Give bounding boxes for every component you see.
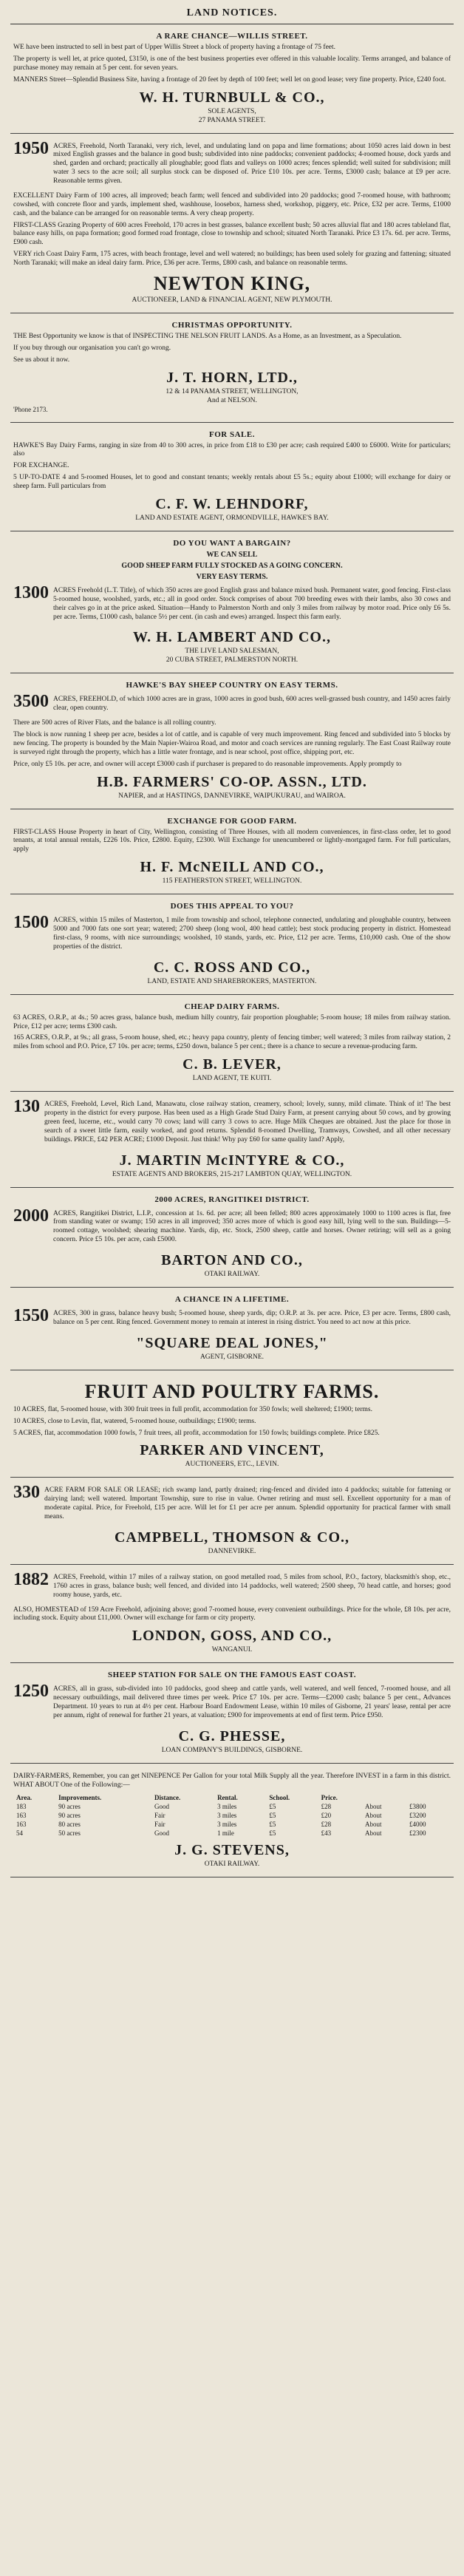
table-cell: £3800 [409, 1802, 426, 1810]
advert-agent-name: W. H. TURNBULL & CO., [139, 89, 325, 106]
advert-paragraph: ACRES, 300 in grass, balance heavy bush; 5-roomed house, sheep yards, dip; O.R.P. at 3s. per acre. Price, £3 per acre. Terms, £800 cash, balance on 5 per cent. Ring fenced. Government money to remain at interest in rising district. You need to act now at this price. [53, 1310, 451, 1326]
advert-paragraph: ACRE FARM FOR SALE OR LEASE; rich swamp land, partly drained; ring-fenced and divided into 4 paddocks; suitable for fattening or dairying land; well watered. Important Township, sure to rise in value. Owner retiring and must sell. Excellent opportunity for a man of moderate capital. Price, for Freehold, £15 per acre. Will let for £1 per acre per annum. Splendid opportunity for practical farmer with small means. [44, 1486, 451, 1520]
advert-heading: A RARE CHANCE—WILLIS STREET. [156, 32, 308, 41]
table-cell: Good [154, 1802, 170, 1810]
advert-lead-row [13, 1682, 451, 1724]
advert-agent-address: And at NELSON. [207, 396, 257, 404]
advert-agent-address: LAND, ESTATE AND SHAREBROKERS, MASTERTON. [147, 977, 317, 985]
table-header-cell: Rental. [217, 1793, 238, 1801]
advert-paragraph: WE have been instructed to sell in best part of Upper Willis Street a block of property having a frontage of 75 feet. [13, 44, 336, 51]
advert-paragraph: 5 UP-TO-DATE 4 and 5-roomed Houses, let to good and constant tenants; weekly rentals about £5 5s.; equity about £1000; will exchange for dairy or sheep farm. Full particulars from [13, 474, 451, 490]
advert-heading: 2000 ACRES, RANGITIKEI DISTRICT. [154, 1194, 310, 1204]
advert-agent-address: OTAKI RAILWAY. [204, 1271, 260, 1278]
advert-listing-line: 5 ACRES, flat, accommodation 1000 fowls, 7 fruit trees, all profit, accommodation for 150 fowls; buildings complete. Price £825. [13, 1429, 380, 1437]
advert-lead-number: 1882 [13, 1569, 49, 1589]
ads-column [10, 24, 454, 1877]
table-cell: 163 [16, 1811, 27, 1819]
advert-paragraph: THE Best Opportunity we know is that of INSPECTING THE NELSON FRUIT LANDS. As a Home, as an Investment, as a Speculation. [13, 332, 402, 340]
table-header-row [13, 1793, 451, 1802]
advert-lead-number: 330 [13, 1483, 40, 1503]
table-cell: £28 [321, 1820, 332, 1828]
advert-agent-name: LONDON, GOSS, AND CO., [132, 1628, 332, 1645]
table-cell: 3 miles [217, 1820, 237, 1828]
advert-paragraph: The property is well let, at price quoted, £3150, is one of the best business properties ever offered in this valuable locality. Terms arranged, and balance of purchase money may remain at 5 per cent. for seven years. [13, 55, 451, 72]
advert-paragraph: ACRES, Freehold, North Taranaki, very rich, level, and undulating land on papa and lime formations; about 1050 acres laid down in best mixed English grasses and the balance in good bush; subdivided into nine paddocks; convenient paddocks; 4-roomed house, dock yards and shed, garden and orchard; practically all ploughable; good flats and valleys on 1000 acres; fences splendid; well suited for subdivision; mill water 3 secs to the acre soil; all surplus stock can be disposed of. Price £10 10s. per acre. Terms, £3000 cash; balance at £9 per acre. Reasonable terms given. [53, 142, 451, 185]
advert-paragraph: HAWKE'S Bay Dairy Farms, ranging in size from 40 to 300 acres, in price from £18 to £30 per acre; cash required £400 to £6000. Write for particulars; also [13, 441, 451, 458]
advert-agent-address: WANGANUI. [211, 1646, 253, 1654]
advert-agent-address: DANNEVIRKE. [208, 1547, 256, 1555]
advert-block [10, 1370, 454, 1478]
advert-paragraph: ACRES, Rangitikei District, L.I.P., concession at 1s. 6d. per acre; all been felled; 800 acres approximately 1000 to 1100 acres is flat, free from standing water or swamp; 150 acres in all improved; 350 acres more of which is good easy hill, lying well to the sun. Buildings—5-roomed cottage, woolshed; shearing machine. Yards, dip, etc. Stock, 2500 sheep, cattle and horses. Owner retiring; will sell as a going concern. Price £5 10s. per acre, cash £5000. [53, 1209, 451, 1244]
advert-paragraph: FOR EXCHANGE. [13, 462, 69, 470]
table-cell: About [365, 1829, 382, 1837]
advert-lead-row [13, 914, 451, 955]
advert-lead-number: 3500 [13, 692, 49, 712]
advert-agent-address: 115 FEATHERSTON STREET, WELLINGTON. [162, 877, 302, 886]
advert-agent-address: AUCTIONEERS, ETC., LEVIN. [185, 1461, 279, 1469]
table-row [13, 1820, 451, 1829]
table-cell: £28 [321, 1802, 332, 1810]
advert-block [10, 995, 454, 1092]
advert-lead-number: 2000 [13, 1206, 49, 1226]
advert-lead-number: 1250 [13, 1682, 49, 1702]
advert-agent-name: J. G. STEVENS, [174, 1841, 290, 1858]
advert-paragraph: DAIRY-FARMERS, Remember, you can get NINEPENCE Per Gallon for your total Milk Supply all the year. Therefore INVEST in a farm in this district. WHAT ABOUT One of the Following:— [13, 1772, 451, 1789]
advert-block [10, 1764, 454, 1877]
advert-agent-address: 27 PANAMA STREET. [198, 116, 266, 124]
advert-paragraph: There are 500 acres of River Flats, and the balance is all rolling country. [13, 719, 216, 727]
advert-agent-name: FRUIT AND POULTRY FARMS. [84, 1380, 380, 1402]
advert-agent-name: J. T. HORN, LTD., [166, 369, 298, 386]
advert-block [10, 1188, 454, 1288]
advert-paragraph: VERY rich Coast Dairy Farm, 175 acres, with beach frontage, level and well watered; no buildings; has been used solely for grazing and fattening; situated North Taranaki; will make an ideal dairy farm. Price, £36 per acre. Terms, £800 cash, and balance on reasonable terms. [13, 251, 451, 267]
advert-block [10, 423, 454, 531]
table-cell: About [365, 1802, 382, 1810]
table-header-cell: Distance. [154, 1793, 181, 1801]
table-cell: £5 [269, 1820, 276, 1828]
advert-block [10, 531, 454, 674]
advert-phone-note: 'Phone 2173. [13, 405, 48, 413]
advert-paragraph: 165 ACRES, O.R.P., at 9s.; all grass, 5-room house, shed, etc.; heavy papa country, plenty of fencing timber; well watered; 3 miles from railway station, 2 miles from school and P.O. Price, £7 10s. per acre; terms, £250 down, balance 5 per cent.; there is a chance to secure a revenue-producing farm. [13, 1034, 451, 1051]
advert-lead-number: 1950 [13, 138, 49, 158]
advert-agent-name: PARKER AND VINCENT, [140, 1442, 324, 1459]
advert-paragraph: ACRES, Freehold, Level, Rich Land, Manawatu, close railway station, creamery, school; lovely, sunny, mild climate. Think of it! The best property in the district for every purpose. Has been used as a High Grade Stud Dairy Farm, at present carrying about 50 cows, and by growing green feed, lucerne, etc., would carry 70 cows; land will carry 3 cows to acre. Huge Milk Cheques are obtained. Just the place for those in search of a sweet little farm, easily worked, and good returns. Splendid 8-roomed Dwelling, Tramways, Cowshed, and all other necessary buildings. PRICE, £42 PER ACRE; £1000 Deposit. Just think! Why pay £60 for same quality land? Apply, [44, 1101, 451, 1143]
advert-heading: FOR SALE. [209, 429, 255, 439]
advert-lead-row [13, 1571, 451, 1603]
advert-lead-row [13, 693, 451, 716]
table-cell: £5 [269, 1802, 276, 1810]
table-cell: £43 [321, 1829, 332, 1837]
advert-subheading: GOOD SHEEP FARM FULLY STOCKED AS A GOING CONCERN. [121, 561, 343, 570]
advert-block [10, 134, 454, 313]
advert-paragraph: FIRST-CLASS House Property in heart of City, Wellington, consisting of Three Houses, with all modern conveniences, in first-class order, let to good tenants, at total annual rentals, £226 10s. Price, £2800. Equity, £2300. Will Exchange for unencumbered or lightly-mortgaged farm. For full particulars, apply [13, 828, 451, 854]
advert-block [10, 313, 454, 423]
table-cell: 50 acres [58, 1829, 81, 1837]
advert-agent-address: AGENT, GISBORNE. [199, 1353, 265, 1361]
listing-table [13, 1793, 451, 1838]
advert-agent-address: LAND AGENT, TE KUITI. [192, 1075, 272, 1083]
advert-block [10, 894, 454, 995]
advert-heading: CHRISTMAS OPPORTUNITY. [171, 320, 293, 330]
advert-block [10, 1663, 454, 1764]
advert-paragraph: FIRST-CLASS Grazing Property of 600 acres Freehold, 170 acres in best grasses, balance excellent bush; 50 acres alluvial flat and 180 acres tableland flat, balance easy hills, on papa formation; good formed road frontage, close to township and school; situated North Taranaki. Price £3 17s. 6d. per acre. Terms, £900 cash. [13, 221, 451, 247]
table-header-cell: School. [269, 1793, 290, 1801]
advert-lead-number: 130 [13, 1097, 40, 1117]
table-cell: 183 [16, 1802, 27, 1810]
advert-block [10, 1092, 454, 1187]
advert-block [10, 1478, 454, 1565]
table-header-cell: Area. [16, 1793, 33, 1801]
table-row [13, 1811, 451, 1820]
advert-agent-address: THE LIVE LAND SALESMAN, [185, 648, 279, 656]
advert-paragraph: MANNERS Street—Splendid Business Site, having a frontage of 20 feet by depth of 100 feet; well let on good lease; very fine property. Price, £240 foot. [13, 75, 446, 84]
advert-heading: HAWKE'S BAY SHEEP COUNTRY ON EASY TERMS. [126, 681, 338, 690]
table-cell: About [365, 1820, 382, 1828]
advert-block [10, 24, 454, 134]
advert-agent-name: H. F. McNEILL AND CO., [140, 859, 324, 876]
table-cell: £3200 [409, 1811, 426, 1819]
advert-lead-row [13, 584, 451, 625]
advert-lead-number: 1300 [13, 582, 49, 602]
table-cell: 3 miles [217, 1802, 237, 1810]
advert-paragraph: Price, only £5 10s. per acre, and owner will accept £3000 cash if purchaser is prepared to do reasonable improvements. Apply promptly to [13, 760, 402, 768]
advert-agent-address: NAPIER, and at HASTINGS, DANNEVIRKE, WAIPUKURAU, and WAIROA. [118, 792, 346, 800]
advert-heading: DOES THIS APPEAL TO YOU? [170, 902, 294, 911]
table-header-cell: Improvements. [58, 1793, 102, 1801]
table-row [13, 1802, 451, 1811]
table-cell: £5 [269, 1829, 276, 1837]
advert-agent-name: C. B. LEVER, [182, 1056, 282, 1073]
table-cell: £20 [321, 1811, 332, 1819]
advert-agent-address: OTAKI RAILWAY. [204, 1860, 260, 1868]
advert-lead-row [13, 1207, 451, 1248]
page-title: LAND NOTICES. [10, 4, 454, 24]
advert-agent-name: W. H. LAMBERT AND CO., [132, 629, 331, 646]
advert-lead-row [13, 140, 451, 189]
advert-paragraph: 63 ACRES, O.R.P., at 4s.; 50 acres grass, balance bush, medium hilly country, fair proportion ploughable; 5-room house; 18 miles from railway station. Price, £12 per acre; terms £300 cash. [13, 1013, 451, 1030]
advert-heading: SHEEP STATION FOR SALE ON THE FAMOUS EAST COAST. [107, 1671, 357, 1680]
table-header-cell: Price. [321, 1793, 338, 1801]
advert-paragraph: The block is now running 1 sheep per acre, besides a lot of cattle, and is capable of very much improvement. Ring fenced and subdivided into 5 blocks by new fencing. The property is bounded by the Main Napier-Wairoa Road, and motor and coach services are running regularly. The East Coast Railway route is surveyed right through the property, which has a little water frontage, and is near school, post office, shipping port, etc. [13, 731, 451, 756]
table-cell: Fair [154, 1811, 166, 1819]
advert-paragraph: ACRES, within 15 miles of Masterton, 1 mile from township and school, telephone connected, undulating and ploughable country, between 5000 and 7000 fats one sort year; watered; 2700 sheep (long wool, 400 head cattle); best stock producing property in district. Homestead first-class, 9 rooms, with nice surroundings; woolshed, 10 stands, yards, etc. Price, £12 per acre. Terms, £10,000 cash. One of the show properties of the district. [53, 917, 451, 951]
advert-agent-name: C. F. W. LEHNDORF, [155, 495, 309, 512]
advert-agent-name: BARTON AND CO., [161, 1252, 303, 1268]
advert-paragraph: ACRES, Freehold, within 17 miles of a railway station, on good metalled road, 5 miles from school, P.O., factory, blacksmith's shop, etc., 1760 acres in grass, balance bush; well fenced, and divided into 14 paddocks, well watered; 2500 sheep, 70 head cattle, and horses; good roomy house, yards, etc. [53, 1573, 451, 1599]
advert-subheading: VERY EASY TERMS. [196, 572, 268, 581]
advert-agent-address: AUCTIONEER, LAND & FINANCIAL AGENT, NEW PLYMOUTH. [132, 296, 332, 304]
advert-agent-name: J. MARTIN McINTYRE & CO., [119, 1152, 345, 1169]
advert-agent-address: 20 CUBA STREET, PALMERSTON NORTH. [166, 656, 298, 665]
table-cell: 1 mile [217, 1829, 234, 1837]
advert-agent-address: ESTATE AGENTS AND BROKERS, 215-217 LAMBTON QUAY, WELLINGTON. [112, 1170, 352, 1178]
advert-heading: A CHANCE IN A LIFETIME. [174, 1295, 290, 1304]
advert-heading: DO YOU WANT A BARGAIN? [173, 538, 291, 548]
table-cell: 90 acres [58, 1811, 81, 1819]
table-cell: £5 [269, 1811, 276, 1819]
land-notices-page [10, 0, 454, 1877]
advert-agent-address: LOAN COMPANY'S BUILDINGS, GISBORNE. [161, 1746, 303, 1754]
advert-paragraph: ACRES, all in grass, sub-divided into 10 paddocks, good sheep and cattle yards, well watered, and well fenced, 7-roomed house, and all necessary outbuildings, mail delivered three times per week. Price £7 10s. per acre. Terms—£2000 cash; balance 5 per cent., Advances Department. 10 years to run at 4½ per cent. Harbour Board Endowment Lease, within 10 miles of Gisborne, 21 years' lease, rental per acre per annum, right of renewal for further 21 years, at valuation; £900 for improvements at end of first term. Price £950. [53, 1685, 451, 1719]
advert-block [10, 1565, 454, 1663]
advert-agent-address: SOLE AGENTS, [208, 107, 256, 115]
advert-agent-name: CAMPBELL, THOMSON & CO., [114, 1529, 350, 1546]
advert-heading: EXCHANGE FOR GOOD FARM. [167, 816, 297, 826]
advert-subheading: WE CAN SELL [206, 550, 258, 559]
table-cell: 80 acres [58, 1820, 81, 1828]
advert-paragraph: See us about it now. [13, 356, 70, 364]
advert-heading: CHEAP DAIRY FARMS. [184, 1002, 280, 1011]
advert-block [10, 673, 454, 809]
advert-lead-row [13, 1307, 451, 1331]
advert-agent-name: "SQUARE DEAL JONES," [136, 1334, 328, 1351]
advert-agent-name: NEWTON KING, [153, 272, 311, 294]
advert-paragraph: EXCELLENT Dairy Farm of 100 acres, all improved; beach farm; well fenced and subdivided into 20 paddocks; good 7-roomed house, with bathroom; cowshed, with concrete floor and yards, implement shed, washhouse, loosebox, harness shed, workshop, piggery, etc. Price, £32 per acre. Terms, £1000 cash, and the balance can be arranged for on reasonable terms. A very cheap property. [13, 191, 451, 217]
advert-paragraph: If you buy through our organisation you can't go wrong. [13, 344, 171, 352]
advert-lead-number: 1500 [13, 913, 49, 933]
advert-listing-line: 10 ACRES, close to Levin, flat, watered, 5-roomed house, outbuildings; £1900; terms. [13, 1417, 256, 1425]
table-cell: 163 [16, 1820, 27, 1828]
table-cell: Fair [154, 1820, 166, 1828]
advert-agent-address: 12 & 14 PANAMA STREET, WELLINGTON, [166, 387, 298, 395]
table-cell: Good [154, 1829, 170, 1837]
table-cell: £4000 [409, 1820, 426, 1828]
advert-paragraph: ALSO, HOMESTEAD of 159 Acre Freehold, adjoining above; good 7-roomed house, every convenient outbuildings. Price for the whole, £8 10s. per acre, including stock. Equity about £11,000. Owner will exchange for farm or city property. [13, 1605, 451, 1622]
advert-agent-name: C. C. ROSS AND CO., [153, 959, 311, 976]
advert-agent-name: H.B. FARMERS' CO-OP. ASSN., LTD. [97, 773, 367, 790]
advert-lead-row [13, 1484, 451, 1525]
advert-paragraph: ACRES, FREEHOLD, of which 1000 acres are in grass, 1000 acres in good bush, 600 acres well-grassed bush country, and 1450 acres fairly clear, open country. [53, 696, 451, 713]
table-cell: 3 miles [217, 1811, 237, 1819]
advert-agent-address: LAND AND ESTATE AGENT, ORMONDVILLE, HAWKE'S BAY. [135, 514, 329, 522]
advert-agent-name: C. G. PHESSE, [178, 1727, 286, 1744]
table-cell: 90 acres [58, 1802, 81, 1810]
advert-block [10, 809, 454, 895]
advert-paragraph: ACRES Freehold (L.T. Title), of which 350 acres are good English grass and balance mixed bush. Permanent water, good fencing. First-class 5-roomed house, woolshed, yards, etc.; all in good order. Stock comprises of about 700 breeding ewes with their lambs, also 30 cows and their calves go in at the price asked. Situation—Handy to Palmerston North and only 3 miles from railway by motor road. Price only £6 5s. per acre. Terms, £1000 cash, balance 5½ per cent. (in cash and ewes) arranged. Inspect this farm early. [53, 586, 451, 621]
advert-listing-line: 10 ACRES, flat, 5-roomed house, with 300 fruit trees in full profit, accommodation for 350 fowls; well sheltered; £1900; terms. [13, 1405, 372, 1413]
advert-block [10, 1288, 454, 1370]
advert-lead-row [13, 1098, 451, 1147]
table-cell: 54 [16, 1829, 23, 1837]
advert-lead-number: 1550 [13, 1306, 49, 1325]
table-cell: About [365, 1811, 382, 1819]
table-cell: £2300 [409, 1829, 426, 1837]
table-row [13, 1829, 451, 1838]
